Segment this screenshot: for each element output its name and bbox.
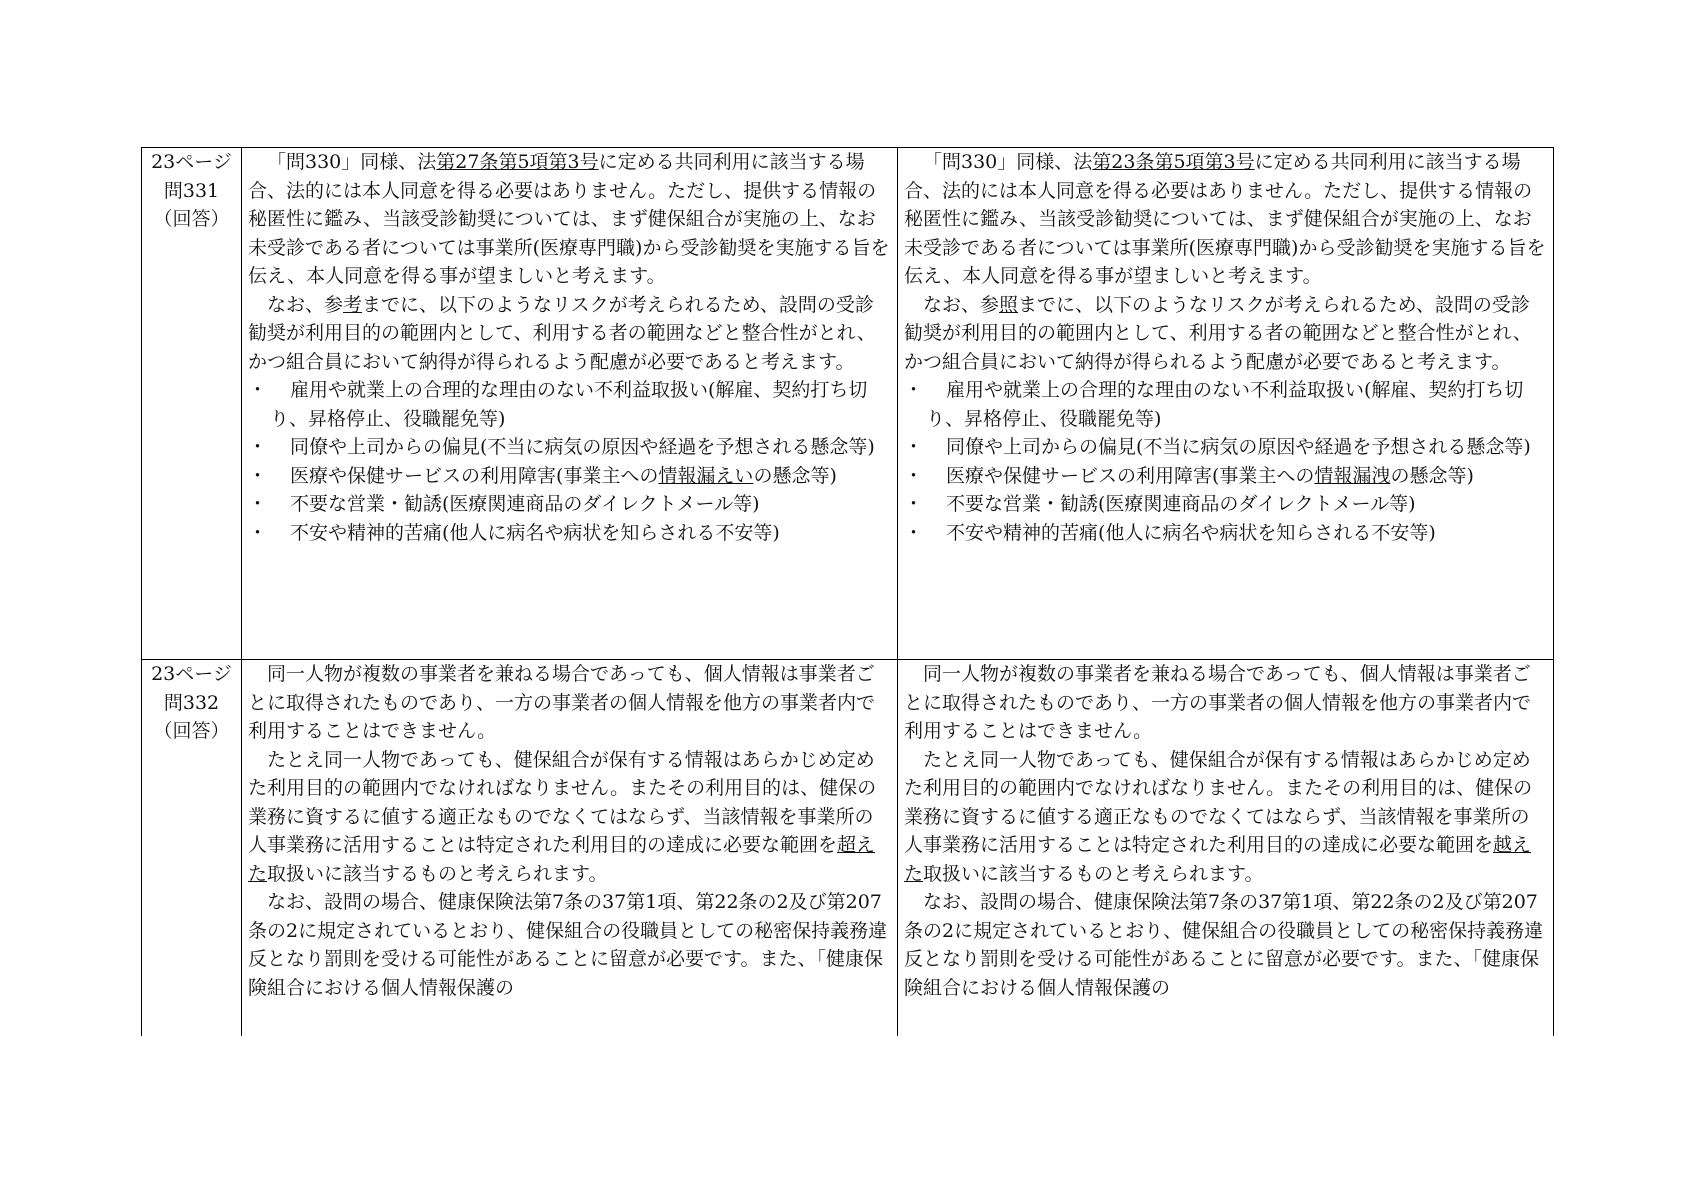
- table-row: [142, 148, 1554, 660]
- changed-text: 照: [999, 293, 1019, 316]
- answer-label: （回答）: [153, 720, 230, 742]
- page-reference: 23ページ: [151, 151, 232, 173]
- changed-text: 考: [343, 293, 363, 316]
- bullet-mark: ・: [904, 436, 924, 458]
- paragraph: たとえ同一人物であっても、健保組合が保有する情報はあらかじめ定めた利用目的の範囲内でなければなりません。またその利用目的は、健保の業務に資するに値する適正なものでなくてはならず、当該情報を事業所の人事業務に活用することは特定された利用目的の達成に必要な範囲を越えた取扱いに該当するものと考えられます。: [904, 748, 1533, 885]
- right-text-cell: [898, 148, 1554, 660]
- paragraph: なお、参照までに、以下のようなリスクが考えられるため、設問の受診勧奨が利用目的の範囲内として、利用する者の範囲などと整合性がとれ、かつ組合員において納得が得られるよう配慮が必要であると考えます。: [904, 293, 1532, 373]
- right-text-cell: [898, 660, 1554, 1037]
- list-item: ・ 雇用や就業上の合理的な理由のない不利益取扱い(解雇、契約打ち切り、昇格停止、役職罷免等): [248, 376, 891, 433]
- list-item: ・ 雇用や就業上の合理的な理由のない不利益取扱い(解雇、契約打ち切り、昇格停止、役職罷免等): [904, 376, 1547, 433]
- bullet-mark: ・: [904, 379, 924, 401]
- question-number: 問332: [163, 691, 220, 714]
- question-number: 問331: [163, 179, 220, 202]
- changed-text: 第23条第5項第3号: [1092, 151, 1255, 173]
- list-item: ・ 医療や保健サービスの利用障害(事業主への情報漏洩の懸念等): [904, 462, 1547, 491]
- bullet-mark: ・: [248, 521, 268, 544]
- left-text-cell: [242, 148, 898, 660]
- left-text-cell: [242, 660, 898, 1037]
- comparison-table: [141, 147, 1554, 1036]
- changed-text: 超えた: [248, 834, 876, 885]
- paragraph: なお、設問の場合、健康保険法第7条の37第1項、第22条の2及び第207条の2に規定されているとおり、健保組合の役職員としての秘密保持義務違反となり罰則を受ける可能性があることに留意が必要です。また、「健康保険組合における個人情報保護の: [904, 891, 1544, 999]
- bullet-mark: ・: [904, 464, 924, 487]
- list-item: ・ 同僚や上司からの偏見(不当に病気の原因や経過を予想される懸念等): [904, 433, 1547, 462]
- list-item: ・ 不安や精神的苦痛(他人に病名や病状を知らされる不安等): [248, 519, 891, 548]
- bullet-mark: ・: [904, 493, 924, 515]
- bullet-mark: ・: [248, 464, 268, 487]
- bullet-mark: ・: [248, 379, 268, 401]
- paragraph: なお、参考までに、以下のようなリスクが考えられるため、設問の受診勧奨が利用目的の範囲内として、利用する者の範囲などと整合性がとれ、かつ組合員において納得が得られるよう配慮が必要であると考えます。: [248, 293, 876, 373]
- list-item: ・ 医療や保健サービスの利用障害(事業主への情報漏えいの懸念等): [248, 462, 891, 491]
- location-cell: [142, 148, 242, 660]
- list-item: ・ 不要な営業・勧誘(医療関連商品のダイレクトメール等): [904, 490, 1547, 519]
- paragraph: 「問330」同様、法第27条第5項第3号に定める共同利用に該当する場合、法的には本人同意を得る必要はありません。ただし、提供する情報の秘匿性に鑑み、当該受診勧奨については、まず健保組合が実施の上、なお未受診である者については事業所(医療専門職)から受診勧奨を実施する旨を伝え、本人同意を得る事が望ましいと考えます。: [248, 151, 890, 287]
- changed-text: 越えた: [904, 834, 1532, 885]
- page-reference: 23ページ: [151, 663, 232, 685]
- bullet-mark: ・: [248, 493, 268, 515]
- list-item: ・ 同僚や上司からの偏見(不当に病気の原因や経過を予想される懸念等): [248, 433, 891, 462]
- changed-text: 第27条第5項第3号: [436, 151, 599, 173]
- paragraph: たとえ同一人物であっても、健保組合が保有する情報はあらかじめ定めた利用目的の範囲内でなければなりません。またその利用目的は、健保の業務に資するに値する適正なものでなくてはならず、当該情報を事業所の人事業務に活用することは特定された利用目的の達成に必要な範囲を超えた取扱いに該当するものと考えられます。: [248, 748, 877, 885]
- location-cell: [142, 660, 242, 1037]
- table-row: [142, 660, 1554, 1037]
- paragraph: 「問330」同様、法第23条第5項第3号に定める共同利用に該当する場合、法的には本人同意を得る必要はありません。ただし、提供する情報の秘匿性に鑑み、当該受診勧奨については、まず健保組合が実施の上、なお未受診である者については事業所(医療専門職)から受診勧奨を実施する旨を伝え、本人同意を得る事が望ましいと考えます。: [904, 151, 1546, 287]
- paragraph: 同一人物が複数の事業者を兼ねる場合であっても、個人情報は事業者ごとに取得されたものであり、一方の事業者の個人情報を他方の事業者内で利用することはできません。: [904, 663, 1532, 742]
- changed-text: 情報漏洩: [1314, 464, 1391, 487]
- changed-text: 情報漏えい: [658, 464, 754, 487]
- paragraph: 同一人物が複数の事業者を兼ねる場合であっても、個人情報は事業者ごとに取得されたものであり、一方の事業者の個人情報を他方の事業者内で利用することはできません。: [248, 663, 876, 742]
- bullet-mark: ・: [904, 521, 924, 544]
- answer-label: （回答）: [153, 208, 230, 230]
- bullet-mark: ・: [248, 436, 268, 458]
- list-item: ・ 不要な営業・勧誘(医療関連商品のダイレクトメール等): [248, 490, 891, 519]
- paragraph: なお、設問の場合、健康保険法第7条の37第1項、第22条の2及び第207条の2に規定されているとおり、健保組合の役職員としての秘密保持義務違反となり罰則を受ける可能性があることに留意が必要です。また、「健康保険組合における個人情報保護の: [248, 891, 888, 999]
- list-item: ・ 不安や精神的苦痛(他人に病名や病状を知らされる不安等): [904, 519, 1547, 548]
